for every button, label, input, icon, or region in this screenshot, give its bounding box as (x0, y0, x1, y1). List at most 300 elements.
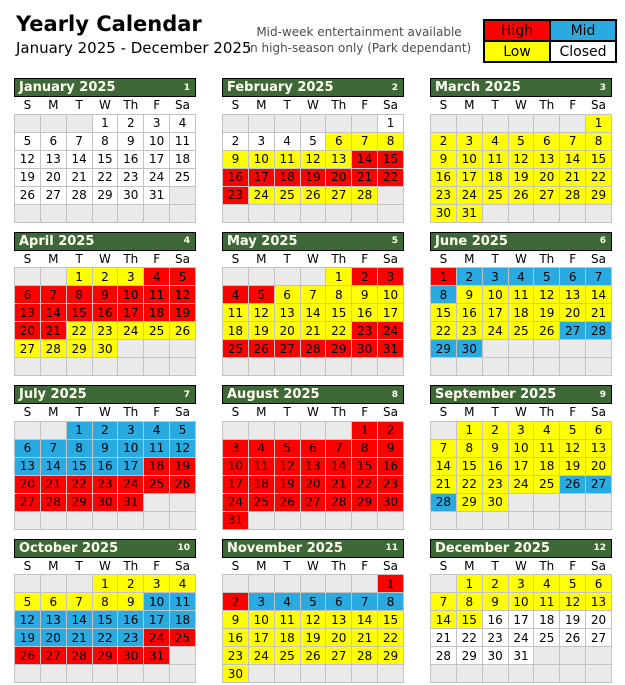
day-cell: 21 (66, 168, 92, 186)
day-header-cell: M (40, 251, 66, 268)
day-cell: 12 (15, 150, 41, 168)
blank-cell (560, 647, 586, 665)
week-row (431, 421, 612, 439)
blank-cell (300, 358, 326, 376)
week-row (431, 268, 612, 286)
day-cell: 14 (352, 150, 378, 168)
day-cell: 23 (482, 475, 508, 493)
day-cell: 28 (66, 186, 92, 204)
blank-cell (248, 421, 274, 439)
month-header (14, 78, 196, 97)
day-header-cell: F (352, 97, 378, 114)
day-cell: 2 (482, 421, 508, 439)
day-cell: 12 (170, 286, 196, 304)
blank-cell (326, 575, 352, 593)
day-header-cell: F (144, 97, 170, 114)
week-row (223, 575, 404, 593)
week-row (15, 439, 196, 457)
week-row (223, 665, 404, 683)
day-cell: 4 (170, 114, 196, 132)
month-block (222, 232, 404, 377)
day-cell: 21 (352, 168, 378, 186)
day-cell: 24 (248, 186, 274, 204)
day-cell: 20 (300, 475, 326, 493)
day-cell: 19 (15, 168, 41, 186)
day-header-cell: F (144, 404, 170, 421)
blank-cell (274, 358, 300, 376)
day-header-cell: Th (118, 404, 144, 421)
day-cell: 19 (300, 168, 326, 186)
week-row (223, 647, 404, 665)
day-header-row (223, 251, 404, 268)
blank-cell (170, 493, 196, 511)
day-cell: 29 (378, 647, 404, 665)
day-cell: 5 (508, 132, 534, 150)
day-cell: 7 (40, 439, 66, 457)
day-header-cell: W (300, 97, 326, 114)
blank-cell (586, 647, 612, 665)
day-cell: 14 (66, 150, 92, 168)
day-cell: 21 (40, 322, 66, 340)
day-cell: 30 (92, 493, 118, 511)
month-header (14, 539, 196, 558)
blank-cell (92, 665, 118, 683)
day-cell: 13 (326, 150, 352, 168)
day-cell: 10 (144, 593, 170, 611)
day-cell: 2 (352, 268, 378, 286)
week-row (223, 114, 404, 132)
day-cell: 11 (170, 132, 196, 150)
month-block (14, 78, 196, 223)
week-row (15, 304, 196, 322)
day-cell: 23 (352, 322, 378, 340)
blank-cell (586, 493, 612, 511)
day-cell: 14 (40, 304, 66, 322)
day-cell: 5 (170, 421, 196, 439)
day-cell: 29 (92, 186, 118, 204)
day-cell: 9 (118, 132, 144, 150)
month-table (222, 97, 404, 223)
day-cell: 8 (586, 132, 612, 150)
day-cell: 29 (326, 340, 352, 358)
day-cell: 9 (118, 593, 144, 611)
day-cell: 25 (534, 475, 560, 493)
day-header-cell: F (560, 97, 586, 114)
day-cell: 17 (508, 457, 534, 475)
day-cell: 30 (378, 493, 404, 511)
day-cell: 1 (586, 114, 612, 132)
blank-cell (586, 665, 612, 683)
day-header-cell: T (66, 97, 92, 114)
blank-cell (378, 665, 404, 683)
day-cell: 2 (92, 268, 118, 286)
day-cell: 31 (144, 186, 170, 204)
blank-cell (508, 358, 534, 376)
blank-cell (326, 665, 352, 683)
entertainment-note (238, 25, 480, 56)
day-cell: 24 (378, 322, 404, 340)
day-cell: 18 (534, 611, 560, 629)
week-row (431, 150, 612, 168)
month-table (222, 404, 404, 530)
day-cell: 26 (274, 493, 300, 511)
blank-cell (508, 204, 534, 222)
week-row (431, 475, 612, 493)
day-cell: 20 (326, 629, 352, 647)
day-cell: 25 (274, 186, 300, 204)
day-cell: 2 (223, 593, 249, 611)
day-header-cell: S (431, 97, 457, 114)
blank-cell (431, 575, 457, 593)
blank-cell (326, 358, 352, 376)
blank-cell (223, 204, 249, 222)
day-header-cell: M (248, 404, 274, 421)
day-cell: 20 (40, 168, 66, 186)
day-header-row (431, 404, 612, 421)
day-cell: 23 (223, 186, 249, 204)
blank-cell (378, 204, 404, 222)
day-cell: 8 (66, 286, 92, 304)
day-cell: 17 (248, 629, 274, 647)
day-header-cell: Th (326, 404, 352, 421)
day-cell: 29 (66, 340, 92, 358)
day-cell: 18 (508, 304, 534, 322)
month-block (222, 385, 404, 530)
day-cell: 17 (456, 168, 482, 186)
day-cell: 11 (274, 150, 300, 168)
day-cell: 20 (274, 322, 300, 340)
day-cell: 5 (560, 421, 586, 439)
day-header-cell: M (248, 558, 274, 575)
day-cell: 30 (223, 665, 249, 683)
day-cell: 16 (482, 611, 508, 629)
blank-cell (534, 511, 560, 529)
blank-cell (482, 511, 508, 529)
day-header-cell: S (15, 404, 41, 421)
day-cell: 22 (66, 322, 92, 340)
day-cell: 9 (92, 286, 118, 304)
week-row (15, 511, 196, 529)
day-cell: 5 (274, 439, 300, 457)
day-cell: 9 (456, 286, 482, 304)
day-cell: 25 (223, 340, 249, 358)
day-cell: 28 (300, 340, 326, 358)
blank-cell (223, 268, 249, 286)
day-cell: 10 (508, 439, 534, 457)
day-cell: 26 (534, 322, 560, 340)
day-cell: 6 (274, 286, 300, 304)
blank-cell (326, 114, 352, 132)
day-header-cell: Sa (170, 558, 196, 575)
week-row (15, 593, 196, 611)
day-header-cell: F (560, 404, 586, 421)
day-header-cell: S (431, 558, 457, 575)
blank-cell (431, 358, 457, 376)
blank-cell (560, 358, 586, 376)
month-header (14, 232, 196, 251)
week-row (431, 647, 612, 665)
blank-cell (170, 511, 196, 529)
week-row (223, 204, 404, 222)
day-header-row (15, 97, 196, 114)
week-row (431, 168, 612, 186)
day-cell: 28 (352, 647, 378, 665)
legend-row (484, 20, 616, 41)
day-cell: 10 (248, 150, 274, 168)
day-cell: 23 (92, 322, 118, 340)
week-row (223, 475, 404, 493)
legend-cell-mid: Mid (550, 20, 616, 41)
day-cell: 21 (352, 629, 378, 647)
day-header-cell: S (223, 251, 249, 268)
day-cell: 27 (40, 186, 66, 204)
day-cell: 19 (170, 457, 196, 475)
blank-cell (248, 204, 274, 222)
day-cell: 14 (586, 286, 612, 304)
day-cell: 21 (300, 322, 326, 340)
day-cell: 25 (144, 475, 170, 493)
week-row (15, 421, 196, 439)
day-cell: 21 (66, 629, 92, 647)
month-number: 5 (391, 236, 398, 246)
blank-cell (300, 268, 326, 286)
day-cell: 7 (66, 132, 92, 150)
day-cell: 18 (482, 168, 508, 186)
week-row (15, 475, 196, 493)
day-cell: 30 (352, 340, 378, 358)
day-cell: 11 (223, 304, 249, 322)
day-cell: 28 (431, 647, 457, 665)
month-title: August 2025 (227, 387, 320, 402)
day-cell: 22 (92, 168, 118, 186)
day-cell: 18 (144, 304, 170, 322)
day-header-cell: Th (118, 97, 144, 114)
day-cell: 2 (482, 575, 508, 593)
day-cell: 15 (456, 611, 482, 629)
day-cell: 10 (248, 611, 274, 629)
day-cell: 14 (431, 457, 457, 475)
day-header-cell: T (482, 404, 508, 421)
day-header-cell: F (352, 404, 378, 421)
day-cell: 7 (66, 593, 92, 611)
day-cell: 1 (66, 268, 92, 286)
day-cell: 5 (300, 593, 326, 611)
week-row (431, 304, 612, 322)
day-cell: 26 (15, 647, 41, 665)
day-cell: 21 (431, 475, 457, 493)
day-cell: 8 (326, 286, 352, 304)
blank-cell (170, 665, 196, 683)
day-cell: 13 (15, 304, 41, 322)
day-cell: 1 (326, 268, 352, 286)
blank-cell (144, 204, 170, 222)
day-cell: 17 (378, 304, 404, 322)
day-cell: 14 (352, 611, 378, 629)
day-cell: 31 (378, 340, 404, 358)
day-cell: 18 (534, 457, 560, 475)
blank-cell (40, 575, 66, 593)
blank-cell (431, 421, 457, 439)
day-cell: 5 (534, 268, 560, 286)
week-row (15, 340, 196, 358)
day-cell: 19 (274, 475, 300, 493)
day-cell: 23 (118, 629, 144, 647)
day-header-cell: F (352, 251, 378, 268)
day-header-cell: Sa (378, 558, 404, 575)
day-header-row (15, 558, 196, 575)
day-cell: 9 (352, 286, 378, 304)
day-cell: 14 (431, 611, 457, 629)
blank-cell (40, 421, 66, 439)
day-header-cell: W (508, 558, 534, 575)
day-cell: 4 (223, 286, 249, 304)
blank-cell (534, 204, 560, 222)
day-cell: 23 (92, 475, 118, 493)
day-cell: 17 (508, 611, 534, 629)
blank-cell (66, 575, 92, 593)
day-cell: 6 (326, 132, 352, 150)
blank-cell (534, 647, 560, 665)
blank-cell (15, 114, 41, 132)
blank-cell (118, 358, 144, 376)
day-cell: 5 (15, 132, 41, 150)
day-cell: 10 (118, 439, 144, 457)
blank-cell (300, 204, 326, 222)
day-cell: 7 (586, 268, 612, 286)
day-cell: 17 (144, 611, 170, 629)
blank-cell (144, 493, 170, 511)
blank-cell (456, 358, 482, 376)
blank-cell (144, 358, 170, 376)
day-cell: 27 (15, 340, 41, 358)
day-cell: 30 (456, 340, 482, 358)
day-cell: 28 (326, 493, 352, 511)
day-cell: 27 (300, 493, 326, 511)
entertainment-note-line1: Mid-week entertainment available (256, 25, 462, 39)
day-cell: 7 (326, 439, 352, 457)
day-header-row (223, 404, 404, 421)
week-row (223, 611, 404, 629)
day-cell: 9 (223, 611, 249, 629)
day-cell: 1 (431, 268, 457, 286)
week-row (15, 204, 196, 222)
blank-cell (40, 204, 66, 222)
day-cell: 17 (482, 304, 508, 322)
month-title: January 2025 (19, 80, 116, 95)
day-cell: 24 (508, 475, 534, 493)
day-cell: 20 (40, 629, 66, 647)
day-cell: 26 (170, 475, 196, 493)
day-cell: 27 (326, 186, 352, 204)
week-row (15, 647, 196, 665)
day-cell: 21 (40, 475, 66, 493)
day-cell: 22 (378, 168, 404, 186)
day-header-cell: T (274, 97, 300, 114)
blank-cell (15, 204, 41, 222)
blank-cell (534, 493, 560, 511)
day-cell: 15 (66, 457, 92, 475)
day-cell: 4 (508, 268, 534, 286)
day-header-cell: F (144, 558, 170, 575)
blank-cell (118, 204, 144, 222)
day-cell: 23 (118, 168, 144, 186)
blank-cell (326, 421, 352, 439)
blank-cell (534, 114, 560, 132)
blank-cell (118, 340, 144, 358)
day-cell: 28 (560, 186, 586, 204)
day-cell: 11 (534, 439, 560, 457)
day-cell: 9 (378, 439, 404, 457)
week-row (223, 421, 404, 439)
day-cell: 11 (144, 286, 170, 304)
month-number: 2 (391, 82, 398, 93)
blank-cell (560, 511, 586, 529)
day-cell: 3 (223, 439, 249, 457)
day-header-row (431, 558, 612, 575)
day-cell: 29 (456, 647, 482, 665)
month-number: 8 (391, 389, 398, 400)
day-cell: 7 (352, 132, 378, 150)
month-title: May 2025 (227, 233, 298, 249)
day-cell: 20 (15, 475, 41, 493)
day-cell: 16 (92, 457, 118, 475)
blank-cell (66, 665, 92, 683)
day-cell: 25 (248, 493, 274, 511)
day-cell: 24 (118, 475, 144, 493)
day-header-cell: Th (326, 558, 352, 575)
month-title: October 2025 (19, 540, 119, 556)
day-cell: 12 (274, 457, 300, 475)
day-cell: 24 (482, 322, 508, 340)
blank-cell (248, 268, 274, 286)
week-row (223, 132, 404, 150)
blank-cell (15, 575, 41, 593)
blank-cell (431, 114, 457, 132)
day-header-cell: Sa (170, 251, 196, 268)
day-cell: 28 (586, 322, 612, 340)
week-row (223, 439, 404, 457)
month-title: February 2025 (227, 80, 334, 95)
day-cell: 12 (300, 611, 326, 629)
day-header-cell: S (15, 558, 41, 575)
month-table (222, 558, 404, 684)
blank-cell (300, 114, 326, 132)
blank-cell (300, 575, 326, 593)
day-cell: 31 (144, 647, 170, 665)
day-cell: 12 (300, 150, 326, 168)
month-header (222, 232, 404, 251)
blank-cell (223, 421, 249, 439)
week-row (223, 168, 404, 186)
day-cell: 16 (456, 304, 482, 322)
day-cell: 14 (40, 457, 66, 475)
day-cell: 5 (560, 575, 586, 593)
blank-cell (586, 358, 612, 376)
day-header-cell: Th (534, 558, 560, 575)
week-row (431, 511, 612, 529)
blank-cell (508, 511, 534, 529)
blank-cell (352, 575, 378, 593)
day-header-cell: Th (118, 558, 144, 575)
day-cell: 12 (534, 286, 560, 304)
month-number: 12 (593, 543, 606, 553)
day-cell: 7 (40, 286, 66, 304)
blank-cell (66, 511, 92, 529)
day-cell: 3 (456, 132, 482, 150)
day-cell: 27 (534, 186, 560, 204)
season-legend-body (484, 20, 616, 62)
day-cell: 22 (456, 475, 482, 493)
